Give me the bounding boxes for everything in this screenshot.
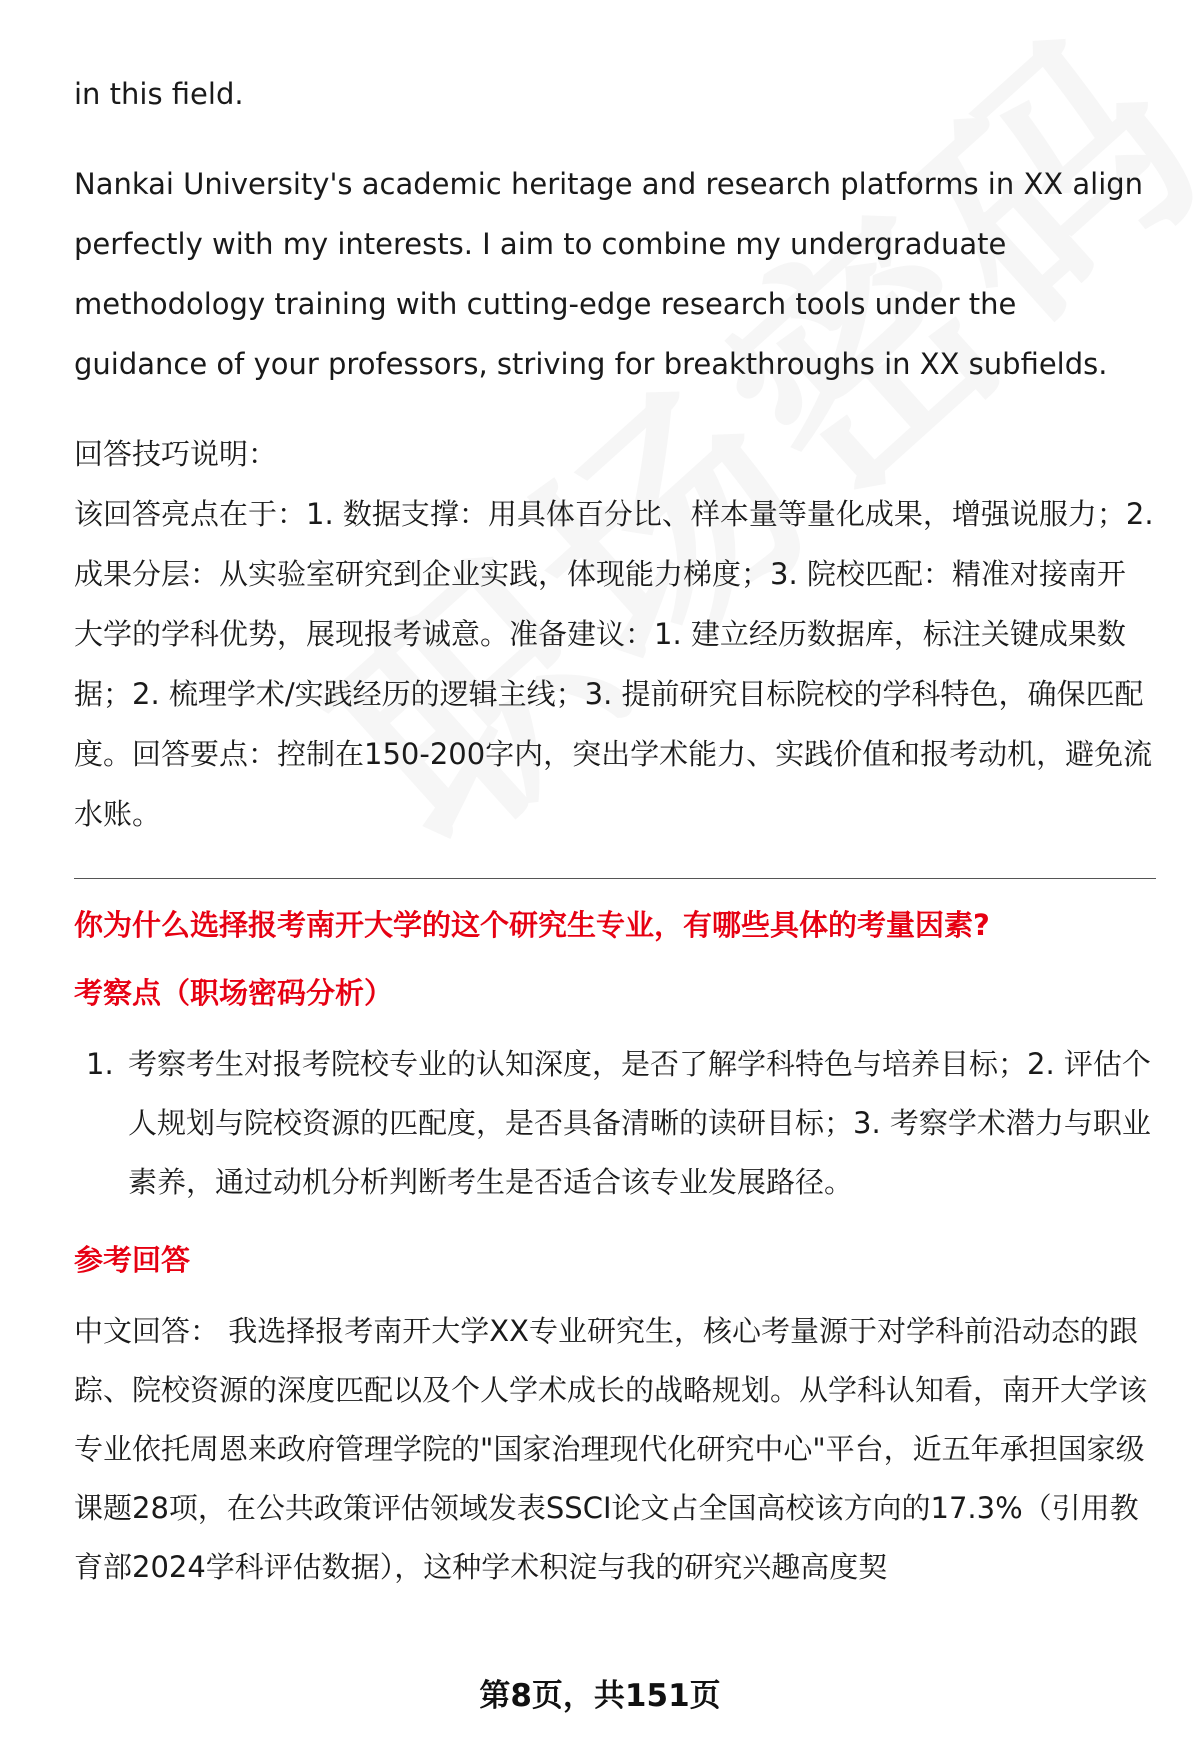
question-title: 你为什么选择报考南开大学的这个研究生专业，有哪些具体的考量因素? xyxy=(74,908,990,942)
list-item-number: 1. xyxy=(86,1047,114,1081)
english-text-tail: in this field. xyxy=(74,77,244,111)
list-item-text: 考察考生对报考院校专业的认知深度，是否了解学科特色与培养目标；2. 评估个人规划与院校资源的匹配度，是否具备清晰的读研目标；3. 考察学术潜力与职业素养，通过动机分析判断考生是否适合该专业发展路径。 xyxy=(128,1047,1151,1199)
page-content xyxy=(74,64,1154,1597)
page-number-footer: 第8页，共151页 xyxy=(479,1678,721,1714)
reference-answer-heading: 参考回答 xyxy=(74,1243,191,1277)
section-divider xyxy=(74,878,1156,879)
list-item xyxy=(74,1035,1154,1212)
tips-body: 该回答亮点在于：1. 数据支撑：用具体百分比、样本量等量化成果，增强说服力；2. 成果分层：从实验室研究到企业实践，体现能力梯度；3. 院校匹配：精准对接南开大学的学科优势，展现报考诚意。准备建议：1. 建立经历数据库，标注关键成果数据；2. 梳理学术/实践经历的逻辑主线；3. 提前研究目标院校的学科特色，确保匹配度。回答要点：控制在150-200字内，突出学术能力、实践价值和报考动机，避免流水账。 xyxy=(74,497,1154,831)
exam-point-heading: 考察点（职场密码分析） xyxy=(74,976,394,1010)
english-paragraph: Nankai University's academic heritage and research platforms in XX align perfectly with my interests. I aim to combine my undergraduate methodology training with cutting-edge research tools under the guidance of your professors, striving for breakthroughs in XX subfields. xyxy=(74,167,1144,381)
exam-point-list xyxy=(74,1035,1154,1212)
tips-title: 回答技巧说明： xyxy=(74,437,278,471)
reference-answer-text: 中文回答： 我选择报考南开大学XX专业研究生，核心考量源于对学科前沿动态的跟踪、院校资源的深度匹配以及个人学术成长的战略规划。从学科认知看，南开大学该专业依托周恩来政府管理学院的"国家治理现代化研究中心"平台，近五年承担国家级课题28项，在公共政策评估领域发表SSCI论文占全国高校该方向的17.3%（引用教育部2024学科评估数据），这种学术积淀与我的研究兴趣高度契 xyxy=(74,1314,1148,1584)
